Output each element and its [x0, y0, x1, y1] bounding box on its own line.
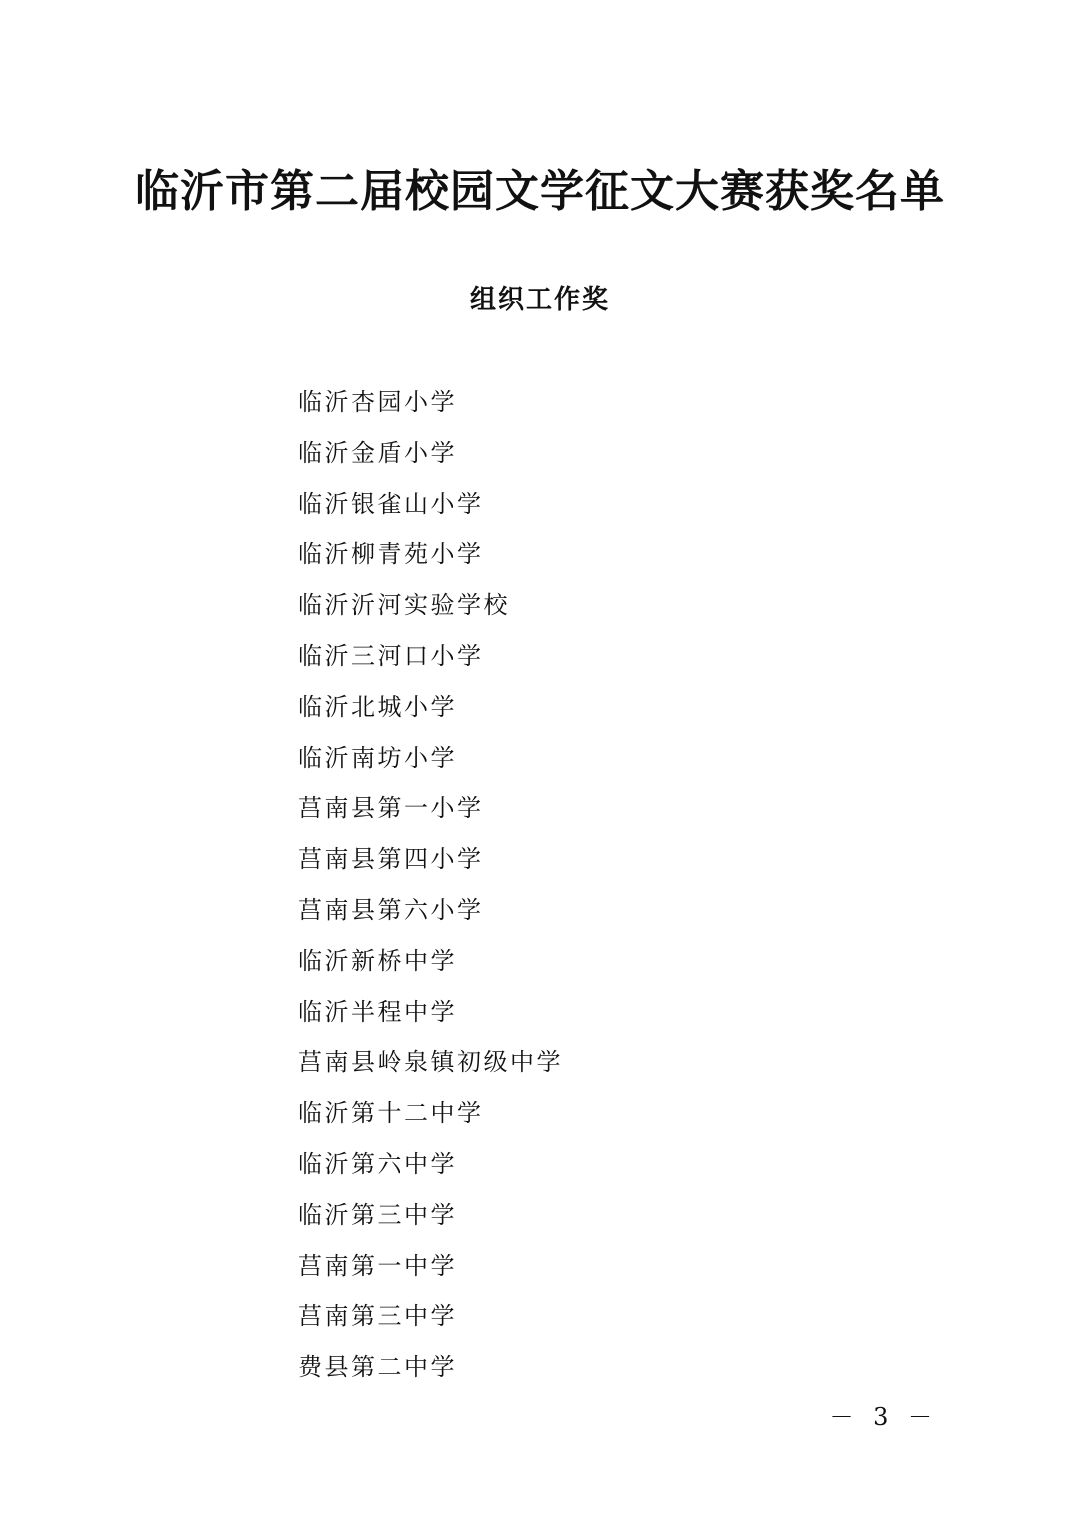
list-item: 临沂沂河实验学校	[298, 591, 510, 620]
document-title: 临沂市第二届校园文学征文大赛获奖名单	[135, 166, 945, 217]
section-title: 组织工作奖	[469, 285, 610, 315]
school-list	[298, 381, 563, 1397]
list-item: 莒南县第六小学	[298, 895, 484, 924]
list-item: 临沂柳青苑小学	[298, 540, 484, 569]
list-item: 临沂金盾小学	[298, 438, 457, 467]
list-item: 临沂第六中学	[298, 1149, 457, 1178]
list-item: 临沂第三中学	[298, 1200, 457, 1229]
list-item: 临沂第十二中学	[298, 1099, 484, 1128]
list-item: 临沂半程中学	[298, 997, 457, 1026]
list-item: 临沂杏园小学	[298, 388, 457, 416]
list-item: 临沂北城小学	[298, 692, 457, 721]
list-item: 莒南县第四小学	[298, 845, 484, 874]
list-item: 临沂新桥中学	[298, 946, 457, 975]
page-number: － 3 －	[829, 1403, 938, 1431]
list-item: 莒南县第一小学	[298, 794, 484, 823]
list-item: 莒南县岭泉镇初级中学	[298, 1048, 563, 1077]
list-item: 临沂南坊小学	[298, 743, 457, 772]
list-item: 临沂银雀山小学	[298, 489, 484, 518]
list-item: 莒南第三中学	[298, 1302, 457, 1331]
list-item: 费县第二中学	[298, 1353, 457, 1382]
list-item: 莒南第一中学	[298, 1251, 457, 1280]
list-item: 临沂三河口小学	[298, 641, 484, 670]
